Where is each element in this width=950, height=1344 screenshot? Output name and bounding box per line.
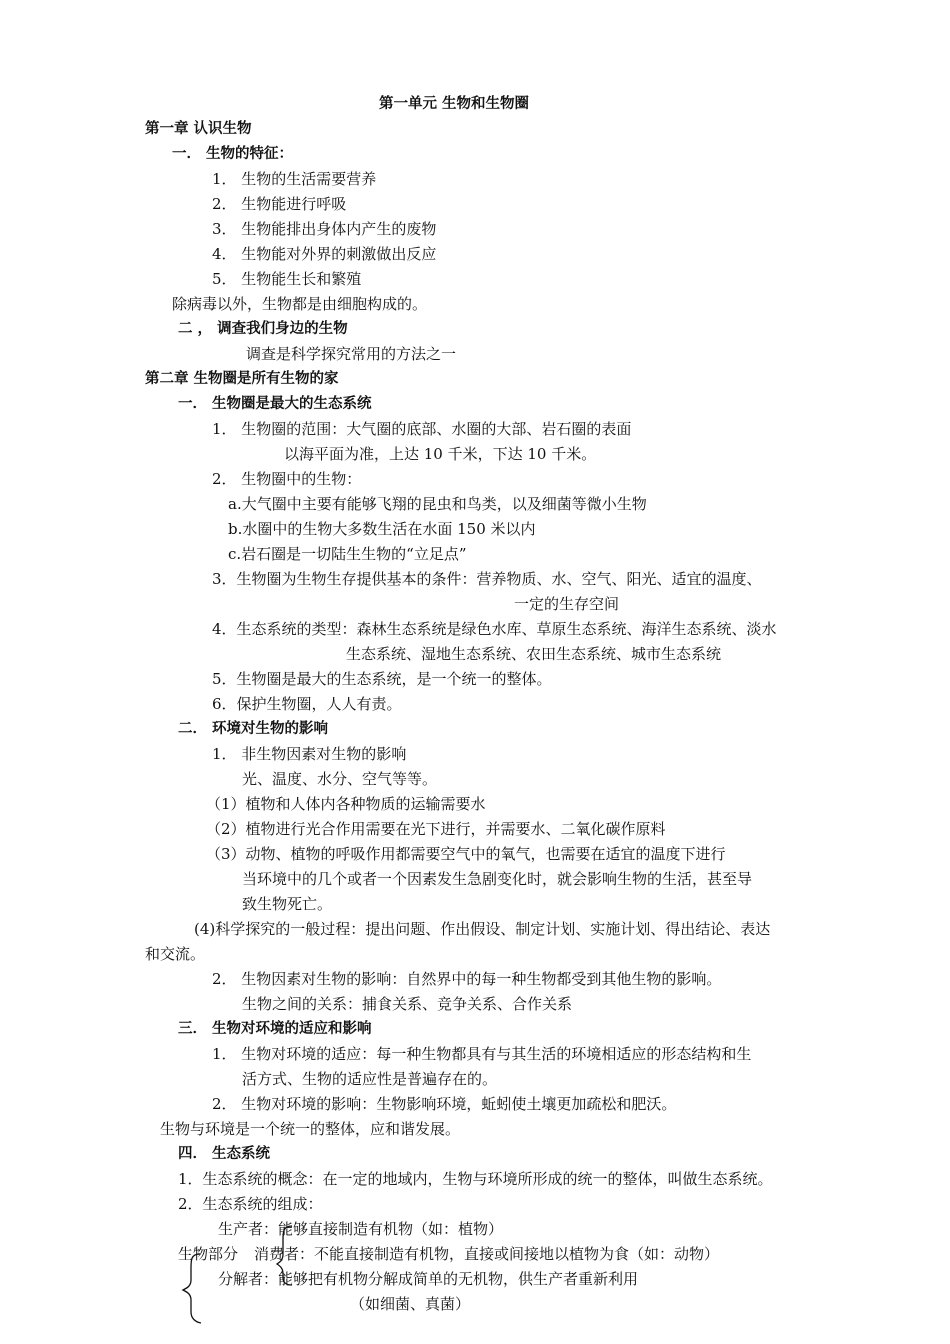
- bio-part-label: 生物部分: [178, 1245, 239, 1263]
- consumer-line: 消费者：不能直接制造有机物，直接或间接地以植物为食（如：动物）: [254, 1245, 720, 1263]
- paragraph: 调查是科学探究常用的方法之一: [246, 345, 457, 363]
- list-item: 2． 生物能进行呼吸: [212, 195, 347, 213]
- paragraph: 致生物死亡。: [242, 895, 333, 913]
- small-brace-icon: [277, 1226, 292, 1285]
- list-item: (4)科学探究的一般过程：提出问题、作出假设、制定计划、实施计划、得出结论、表达: [194, 920, 771, 938]
- decomposer-line: 分解者：能够把有机物分解成简单的无机物，供生产者重新利用: [218, 1270, 639, 1288]
- section-heading: 四． 生态系统: [178, 1146, 271, 1162]
- list-item: 3．生物圈为生物生存提供基本的条件：营养物质、水、空气、阳光、适宜的温度、: [212, 570, 762, 588]
- list-item: 2． 生物对环境的影响：生物影响环境，蚯蚓使土壤更加疏松和肥沃。: [212, 1095, 677, 1113]
- list-item: 4． 生物能对外界的刺激做出反应: [212, 245, 437, 263]
- list-item: 4．生态系统的类型：森林生态系统是绿色水库、草原生态系统、海洋生态系统、淡水: [212, 620, 777, 638]
- list-item: 5．生物圈是最大的生态系统，是一个统一的整体。: [212, 670, 552, 688]
- list-item: 1． 非生物因素对生物的影响: [212, 745, 407, 763]
- list-item: 2．生态系统的组成：: [178, 1195, 323, 1213]
- chapter-2-heading: 第二章 生物圈是所有生物的家: [145, 371, 339, 387]
- paragraph: 以海平面为准，上达 10 千米，下达 10 千米。: [284, 445, 597, 463]
- paragraph: 活方式、生物的适应性是普遍存在的。: [242, 1070, 498, 1088]
- list-item: 3． 生物能排出身体内产生的废物: [212, 220, 437, 238]
- section-heading: 一． 生物的特征：: [172, 146, 294, 162]
- paragraph: 一定的生存空间: [514, 595, 620, 613]
- list-item: b.水圈中的生物大多数生活在水面 150 米以内: [228, 520, 536, 538]
- list-item: 6．保护生物圈，人人有责。: [212, 695, 402, 713]
- paragraph: 光、温度、水分、空气等等。: [242, 770, 438, 788]
- chapter-1-heading: 第一章 认识生物: [145, 121, 252, 137]
- list-item: 1． 生物对环境的适应：每一种生物都具有与其生活的环境相适应的形态结构和生: [212, 1045, 752, 1063]
- list-item: 2． 生物圈中的生物：: [212, 470, 362, 488]
- producer-line: 生产者：能够直接制造有机物（如：植物）: [218, 1220, 504, 1238]
- paragraph: 当环境中的几个或者一个因素发生急剧变化时，就会影响生物的生活，甚至导: [242, 870, 753, 888]
- paragraph: 生物之间的关系：捕食关系、竞争关系、合作关系: [242, 995, 573, 1013]
- list-item: 1． 生物圈的范围：大气圈的底部、水圈的大部、岩石圈的表面: [212, 420, 632, 438]
- list-item: a.大气圈中主要有能够飞翔的昆虫和鸟类，以及细菌等微小生物: [228, 495, 647, 513]
- list-item: 2． 生物因素对生物的影响：自然界中的每一种生物都受到其他生物的影响。: [212, 970, 722, 988]
- paragraph: 和交流。: [145, 945, 206, 963]
- section-heading: 二． 环境对生物的影响: [178, 721, 329, 737]
- section-heading: 二 ， 调查我们身边的生物: [178, 321, 348, 337]
- paragraph: 生态系统、湿地生态系统、农田生态系统、城市生态系统: [346, 645, 722, 663]
- list-item: 1．生态系统的概念：在一定的地域内，生物与环境所形成的统一的整体，叫做生态系统。: [178, 1170, 773, 1188]
- paragraph: 生物与环境是一个统一的整体，应和谐发展。: [160, 1120, 461, 1138]
- large-brace-icon: [183, 1254, 201, 1323]
- list-item: （3）动物、植物的呼吸作用都需要空气中的氧气，也需要在适宜的温度下进行: [206, 845, 726, 863]
- paragraph: 除病毒以外，生物都是由细胞构成的。: [172, 295, 428, 313]
- section-heading: 一． 生物圈是最大的生态系统: [178, 396, 372, 412]
- list-item: （1）植物和人体内各种物质的运输需要水: [206, 795, 486, 813]
- list-item: 1． 生物的生活需要营养: [212, 170, 377, 188]
- section-heading: 三． 生物对环境的适应和影响: [178, 1021, 372, 1037]
- list-item: （2）植物进行光合作用需要在光下进行，并需要水、二氧化碳作原料: [206, 820, 666, 838]
- list-item: 5． 生物能生长和繁殖: [212, 270, 362, 288]
- decomposer-example: （如细菌、真菌）: [350, 1295, 471, 1313]
- page-title: 第一单元 生物和生物圈: [379, 96, 530, 112]
- list-item: c.岩石圈是一切陆生生物的“立足点”: [228, 545, 467, 563]
